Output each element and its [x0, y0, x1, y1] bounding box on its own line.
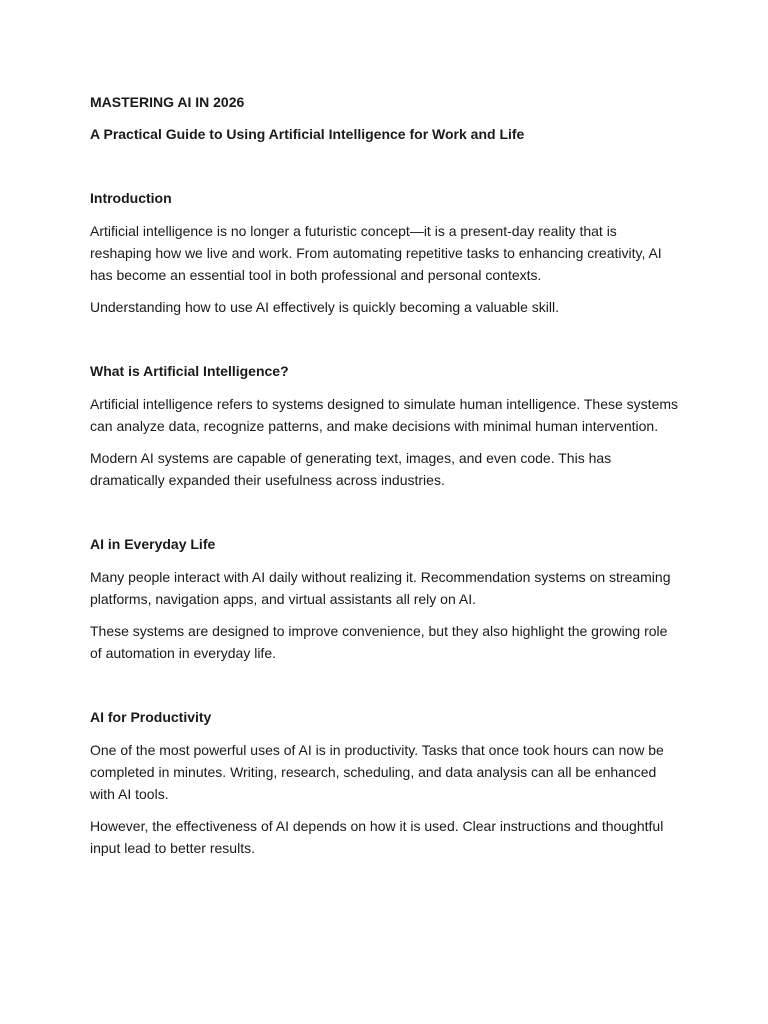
paragraph: Understanding how to use AI effectively is quickly becoming a valuable skill. [90, 299, 559, 315]
section-ai-productivity [90, 707, 680, 859]
paragraph: Artificial intelligence is no longer a futuristic concept—it is a present-day reality that is reshaping how we live and work. From automating repetitive tasks to enhancing creativity, AI has become an essential tool in both professional and personal contexts. [90, 223, 662, 283]
document-page [90, 92, 680, 859]
paragraph: One of the most powerful uses of AI is in productivity. Tasks that once took hours can now be completed in minutes. Writing, research, scheduling, and data analysis can all be enhanced with AI tools. [90, 742, 664, 802]
paragraph: Modern AI systems are capable of generating text, images, and even code. This has dramatically expanded their usefulness across industries. [90, 450, 612, 488]
section-heading: AI in Everyday Life [90, 536, 216, 552]
section-what-is-ai [90, 361, 680, 491]
document-title: MASTERING AI IN 2026 [90, 94, 245, 110]
section-heading: AI for Productivity [90, 709, 212, 725]
paragraph: Many people interact with AI daily without realizing it. Recommendation systems on streaming platforms, navigation apps, and virtual assistants all rely on AI. [90, 569, 671, 607]
section-heading: Introduction [90, 190, 172, 206]
paragraph: These systems are designed to improve convenience, but they also highlight the growing role of automation in everyday life. [90, 623, 668, 661]
document-subtitle: A Practical Guide to Using Artificial Intelligence for Work and Life [90, 126, 525, 142]
paragraph: Artificial intelligence refers to systems designed to simulate human intelligence. These systems can analyze data, recognize patterns, and make decisions with minimal human intervention. [90, 396, 679, 434]
paragraph: However, the effectiveness of AI depends on how it is used. Clear instructions and thoughtful input lead to better results. [90, 818, 664, 856]
section-ai-everyday-life [90, 534, 680, 664]
section-heading: What is Artificial Intelligence? [90, 363, 289, 379]
section-introduction [90, 188, 680, 318]
